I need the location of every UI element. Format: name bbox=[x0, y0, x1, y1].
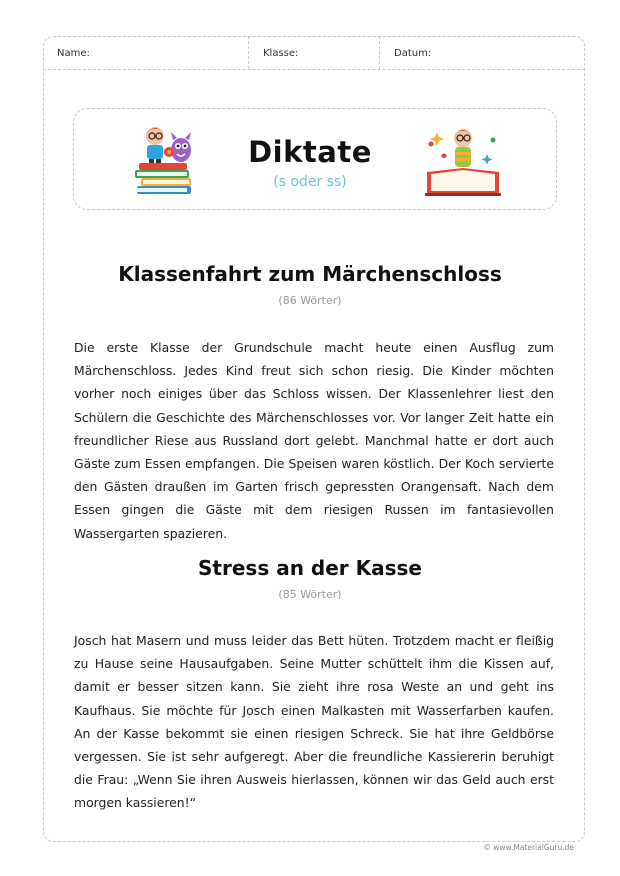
datum-label: Datum: bbox=[394, 48, 432, 59]
name-label: Name: bbox=[57, 48, 90, 59]
section-title: Klassenfahrt zum Märchenschloss bbox=[118, 262, 502, 286]
header-fields bbox=[43, 36, 585, 70]
worksheet-title: Diktate bbox=[248, 135, 372, 169]
worksheet-subtitle: (s oder ss) bbox=[273, 174, 347, 190]
name-field[interactable] bbox=[43, 36, 249, 69]
dictation-text: Die erste Klasse der Grundschule macht heute einen Ausflug zum Märchenschloss. Jedes Kind freut sich schon riesig. Die Kinder möchten vorher noch einiges über das Schloss wissen. Der Klassenlehrer liest den Schülern die Geschichte des Märchenschlosses vor. Vor langer Zeit hatte ein freundlicher Riese aus Russland dort gelebt. Manchmal hatte er dort auch Gäste zum Essen empfangen. Die Speisen waren köstlich. Der Koch servierte den Gästen draußen im Garten frisch gepressten Orangensaft. Nach dem Essen gingen die Gäste mit dem riesigen Russen im fantasievollen Wassergarten spazieren. bbox=[74, 340, 554, 541]
section-title: Stress an der Kasse bbox=[198, 556, 422, 580]
word-count: (86 Wörter) bbox=[278, 294, 342, 307]
datum-field[interactable] bbox=[380, 36, 585, 69]
copyright-footer: © www.MaterialGuru.de bbox=[483, 843, 574, 852]
klasse-field[interactable] bbox=[249, 36, 380, 69]
word-count: (85 Wörter) bbox=[278, 588, 342, 601]
klasse-label: Klasse: bbox=[263, 48, 299, 59]
child-reading-book-illustration bbox=[421, 122, 505, 198]
dictation-text: Josch hat Masern und muss leider das Bett hüten. Trotzdem macht er fleißig zu Hause seine Hausaufgaben. Seine Mutter schüttelt ihm die Kissen auf, damit er besser sitzen kann. Sie zieht ihre rosa Weste an und geht ins Kaufhaus. Sie möchte für Josch einen Malkasten mit Wasserfarben kaufen. An der Kasse bekommt sie einen riesigen Schreck. Sie hat ihre Geldbörse vergessen. Sie ist sehr aufgeregt. Aber die freundliche Kassiererin beruhigt die Frau: „Wenn Sie ihren Ausweis hierlassen, können wir das Geld auch erst morgen kassieren!“ bbox=[74, 633, 554, 811]
